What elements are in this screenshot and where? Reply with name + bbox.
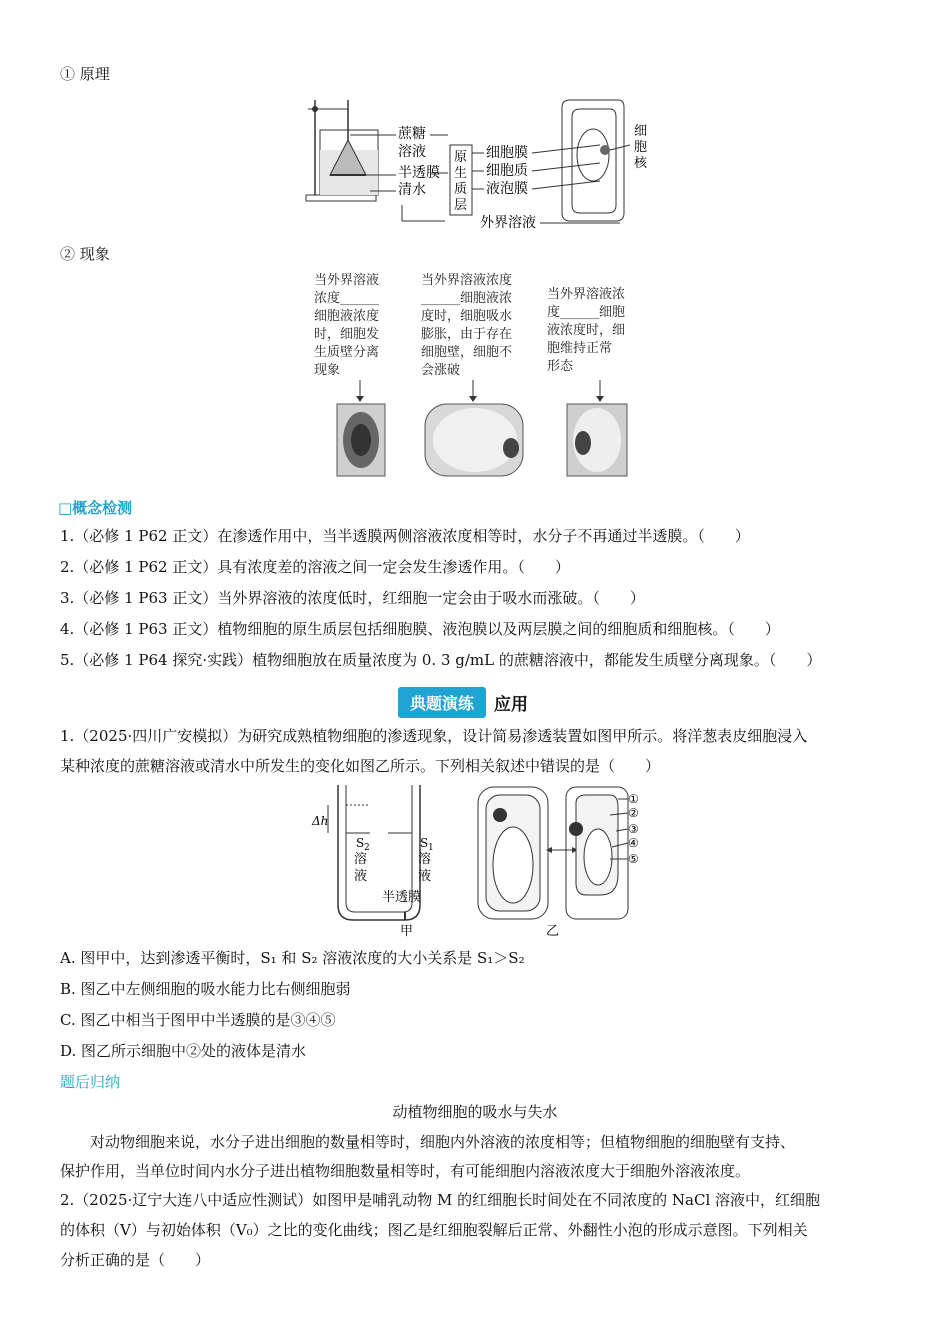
summary-label: 题后归纳	[60, 1073, 121, 1091]
summary-line1: 对动物细胞来说，水分子进出细胞的数量相等时，细胞内外溶液的浓度相等；但植物细胞的细胞壁有支持、	[90, 1133, 796, 1151]
label-outside-solution: 外界溶液	[480, 215, 536, 231]
svg-text:质: 质	[454, 182, 468, 197]
label-membrane: 半透膜	[398, 165, 440, 181]
summary-title: 动植物细胞的吸水与失水	[392, 1103, 558, 1121]
phenomenon-heading: ② 现象	[60, 245, 110, 263]
svg-text:溶: 溶	[354, 852, 368, 867]
svg-text:S: S	[420, 836, 429, 850]
svg-text:液: 液	[418, 869, 432, 884]
svg-text:层: 层	[454, 198, 468, 213]
marker-4: ④	[628, 836, 639, 850]
svg-text:细: 细	[634, 124, 648, 139]
q2-line3: 分析正确的是（ ）	[60, 1251, 211, 1269]
phenomenon-caption-1: 当外界溶液 浓度______ 细胞液浓度 时，细胞发 生质壁分离 现象	[314, 273, 380, 378]
q1-stem-line1: 1.（2025·四川广安模拟）为研究成熟植物细胞的渗透现象，设计简易渗透装置如图甲所示。将洋葱表皮细胞浸入	[60, 727, 808, 745]
phenomenon-cells-diagram	[325, 378, 645, 478]
concept-item-5: 5.（必修 1 P64 探究·实践）植物细胞放在质量浓度为 0. 3 g/mL 的蔗糖溶液中，都能发生质壁分离现象。（ ）	[60, 651, 822, 669]
svg-text:1: 1	[428, 843, 434, 853]
osmosis-principle-diagram	[300, 95, 660, 235]
label-jia: 甲	[400, 924, 414, 937]
concept-item-3: 3.（必修 1 P63 正文）当外界溶液的浓度低时，红细胞一定会由于吸水而涨破。（ ）	[60, 589, 645, 607]
marker-2: ②	[628, 806, 639, 820]
q2-line2: 的体积（V）与初始体积（V₀）之比的变化曲线；图乙是红细胞裂解后正常、外翻性小泡的形成示意图。下列相关	[60, 1221, 808, 1239]
svg-text:液: 液	[354, 869, 368, 884]
svg-text:S: S	[356, 836, 365, 850]
membrane-label: 半透膜	[382, 890, 422, 905]
label-water: 清水	[398, 182, 426, 198]
svg-text:溶: 溶	[418, 852, 432, 867]
summary-line2: 保护作用，当单位时间内水分子进出植物细胞数量相等时，有可能细胞内溶液浓度大于细胞外溶液浓度。	[60, 1162, 751, 1180]
q1-option-b: B. 图乙中左侧细胞的吸水能力比右侧细胞弱	[60, 980, 351, 998]
label-yi: 乙	[546, 924, 560, 937]
svg-text:2: 2	[364, 843, 370, 853]
label-cytoplasm: 细胞质	[486, 163, 528, 179]
phenomenon-caption-3: 当外界溶液浓 度______细胞 液浓度时，细 胞维持正常 形态	[547, 287, 626, 374]
svg-text:原: 原	[454, 150, 468, 165]
marker-5: ⑤	[628, 852, 639, 866]
concept-item-1: 1.（必修 1 P62 正文）在渗透作用中，当半透膜两侧溶液浓度相等时，水分子不再通过半透膜。（ ）	[60, 527, 750, 545]
concept-item-2: 2.（必修 1 P62 正文）具有浓度差的溶液之间一定会发生渗透作用。（ ）	[60, 558, 570, 576]
delta-h-label: Δh	[312, 814, 329, 828]
banner-text: 应用	[494, 694, 529, 715]
label-sucrose-1: 蔗糖	[398, 126, 426, 142]
concept-item-4: 4.（必修 1 P63 正文）植物细胞的原生质层包括细胞膜、液泡膜以及两层膜之间的细胞质和细胞核。（ ）	[60, 620, 780, 638]
q1-stem-line2: 某种浓度的蔗糖溶液或清水中所发生的变化如图乙所示。下列相关叙述中错误的是（ ）	[60, 757, 661, 775]
q1-option-d: D. 图乙所示细胞中②处的液体是清水	[60, 1042, 307, 1060]
label-cell-membrane: 细胞膜	[486, 145, 528, 161]
q1-option-a: A. 图甲中，达到渗透平衡时，S₁ 和 S₂ 溶液浓度的大小关系是 S₁＞S₂	[60, 949, 525, 967]
svg-text:胞: 胞	[634, 140, 648, 155]
svg-text:生: 生	[454, 166, 468, 181]
marker-1: ①	[628, 792, 639, 806]
label-sucrose-2: 溶液	[398, 144, 426, 160]
principle-heading: ① 原理	[60, 65, 110, 83]
banner-box: 典题演练	[398, 687, 486, 718]
marker-3: ③	[628, 822, 639, 836]
label-vacuole-membrane: 液泡膜	[486, 181, 528, 197]
q2-line1: 2.（2025·辽宁大连八中适应性测试）如图甲是哺乳动物 M 的红细胞长时间处在不同浓度的 NaCl 溶液中，红细胞	[60, 1191, 821, 1209]
svg-text:核: 核	[634, 156, 648, 171]
q1-figure	[310, 785, 650, 937]
q1-option-c: C. 图乙中相当于图甲中半透膜的是③④⑤	[60, 1011, 336, 1029]
concept-check-title: □概念检测	[58, 499, 133, 517]
phenomenon-caption-2: 当外界溶液浓度 ______细胞液浓 度时，细胞吸水 膨胀，由于存在 细胞壁，细胞不 会涨破	[421, 273, 513, 378]
practice-banner	[398, 688, 528, 716]
